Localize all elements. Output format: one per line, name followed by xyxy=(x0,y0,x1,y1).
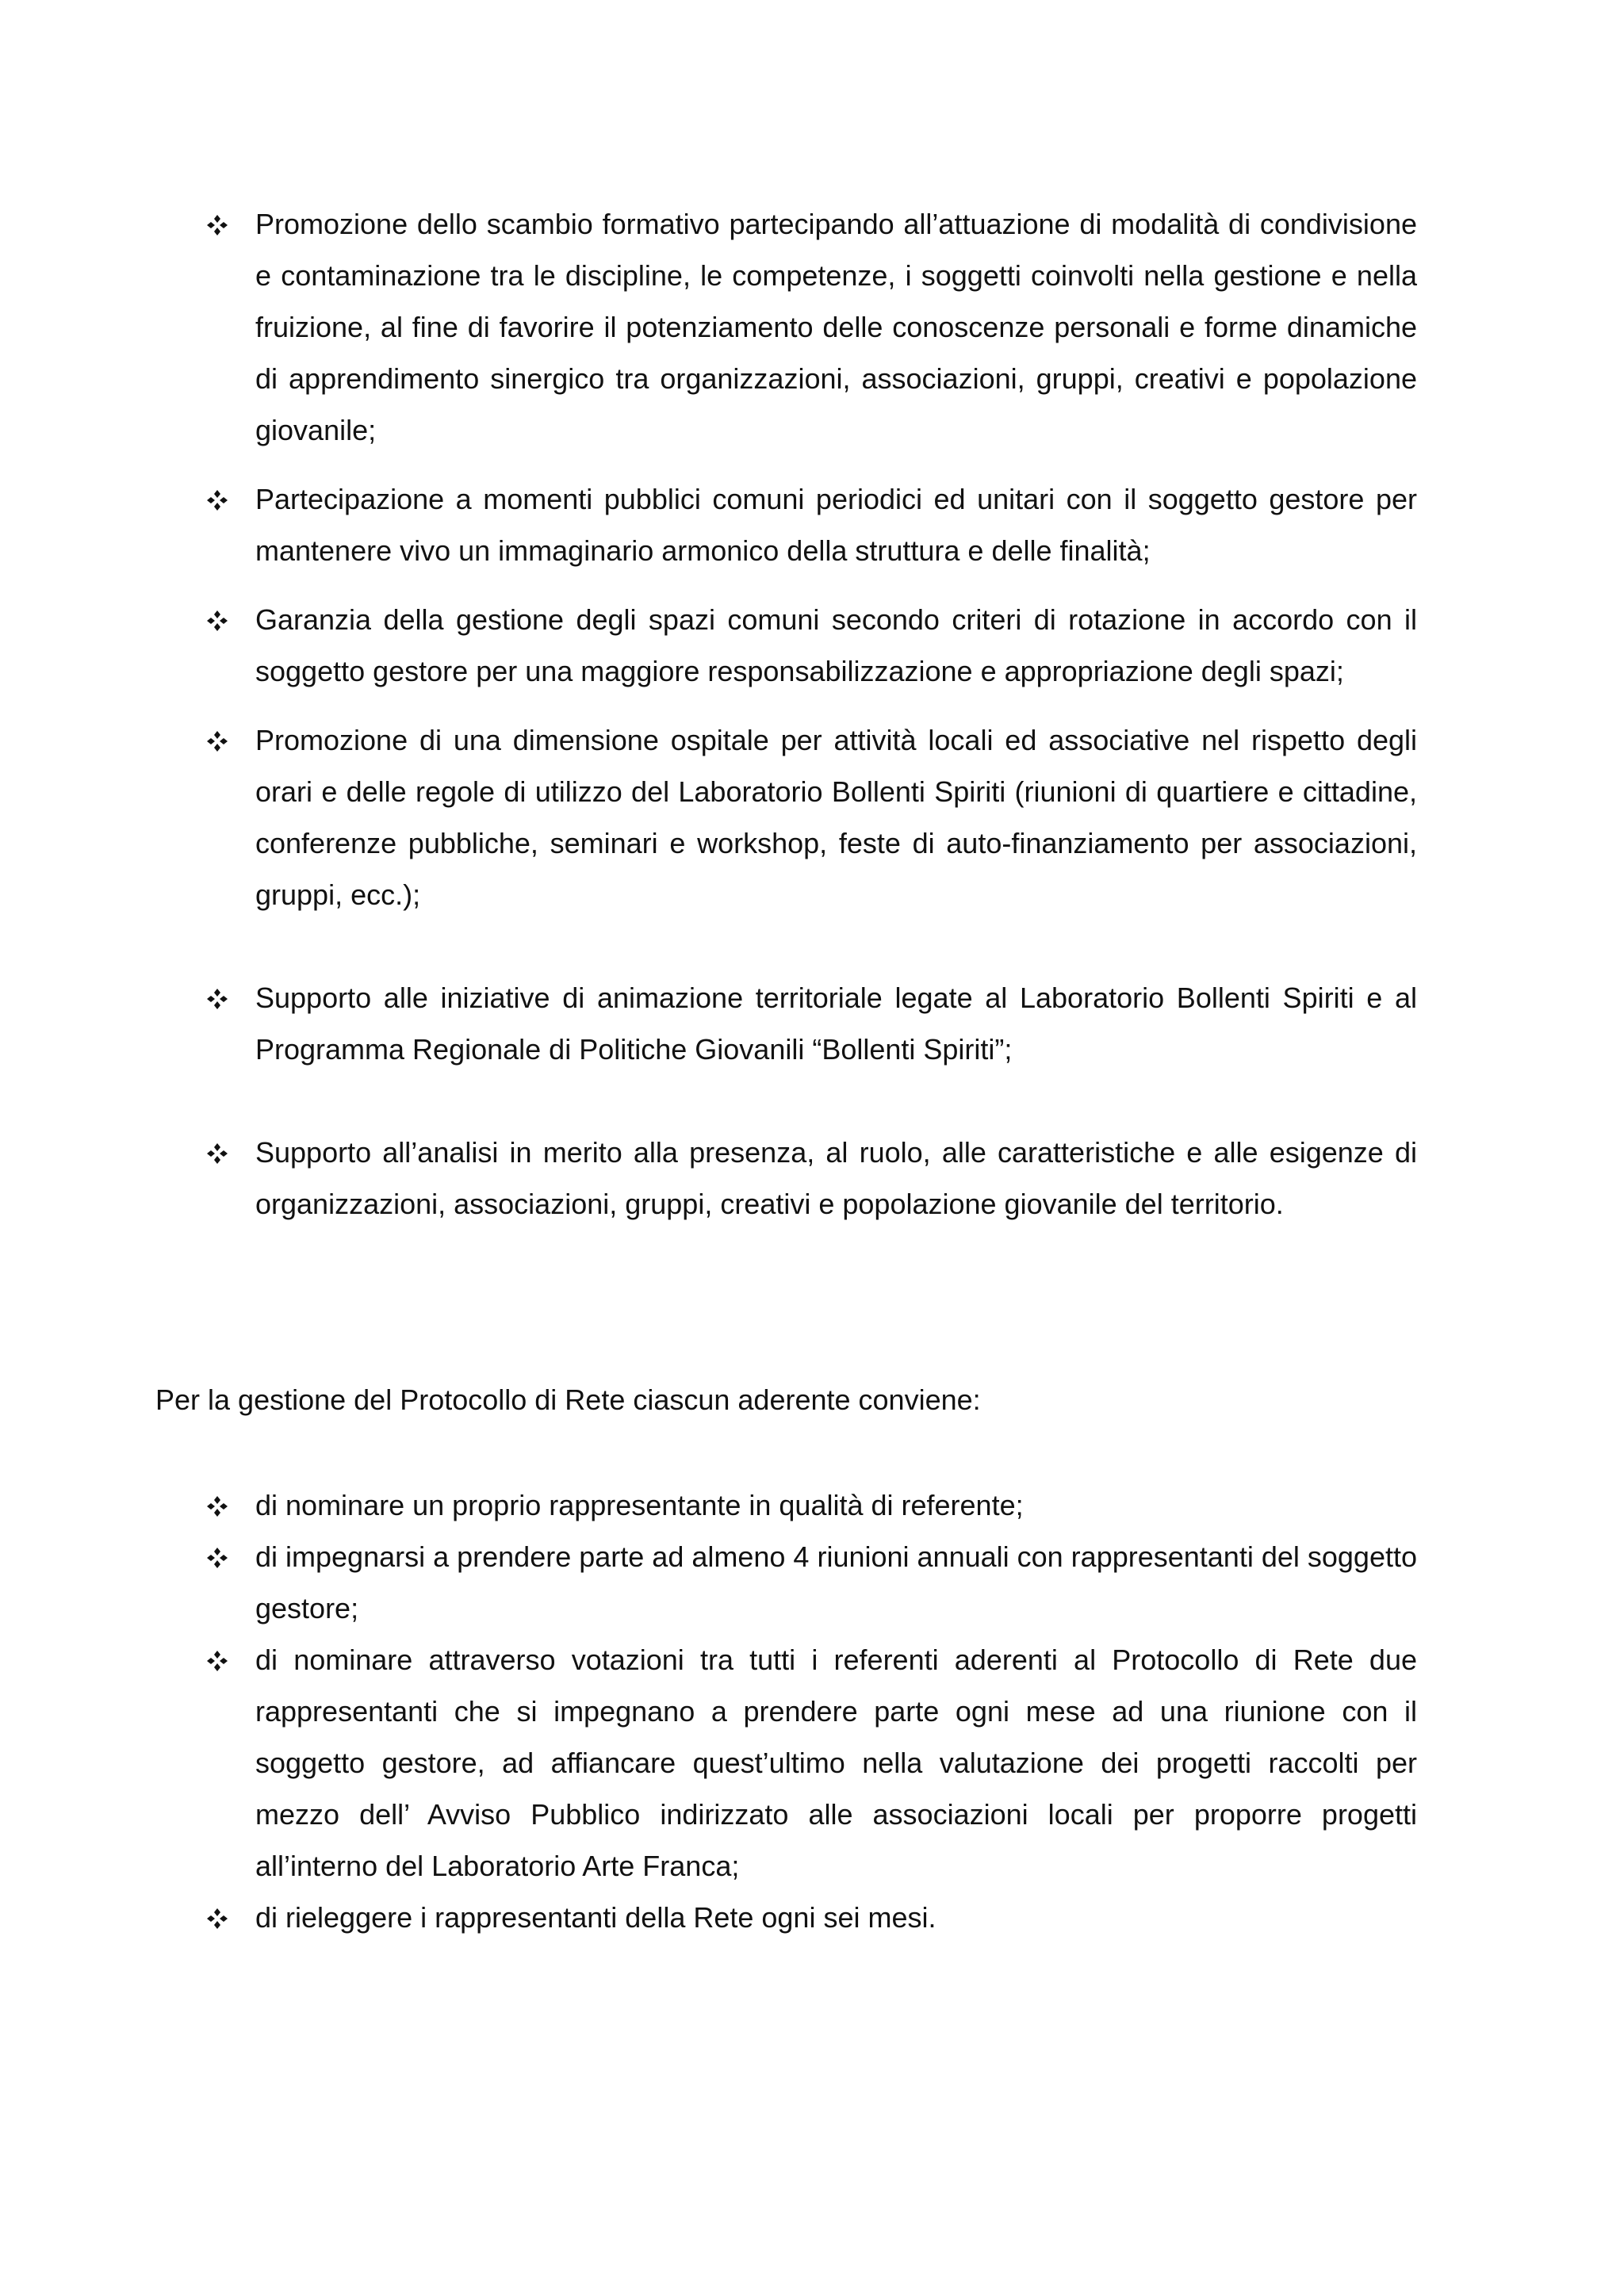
diamond-bullet-icon xyxy=(206,214,228,236)
list-item-text: di impegnarsi a prendere parte ad almeno 4 riunioni annuali con rappresentanti del soggetto gestore; xyxy=(255,1540,1417,1624)
list-item-text: Supporto alle iniziative di animazione territoriale legate al Laboratorio Bollenti Spiriti e al Programma Regionale di Politiche Giovanili “Bollenti Spiriti”; xyxy=(255,982,1417,1066)
diamond-bullet-icon xyxy=(206,1547,228,1569)
list-item xyxy=(198,1531,1417,1634)
list-item-text: Supporto all’analisi in merito alla presenza, al ruolo, alle caratteristiche e alle esigenze di organizzazioni, associazioni, gruppi, creativi e popolazione giovanile del territorio. xyxy=(255,1136,1417,1220)
list-item xyxy=(198,1479,1417,1531)
list-item xyxy=(198,198,1417,456)
diamond-bullet-icon xyxy=(206,610,228,632)
diamond-bullet-icon xyxy=(206,1495,228,1517)
list-item xyxy=(198,594,1417,697)
diamond-bullet-icon xyxy=(206,1908,228,1930)
list-item xyxy=(198,972,1417,1075)
list-item-text: di nominare attraverso votazioni tra tutti i referenti aderenti al Protocollo di Rete due rappresentanti che si impegnano a prendere parte ogni mese ad una riunione con il soggetto gestore, ad affiancare quest’ultimo nella valutazione dei progetti raccolti per mezzo dell’ Avviso Pubblico indirizzato alle associazioni locali per proporre progetti all’interno del Laboratorio Arte Franca; xyxy=(255,1644,1417,1882)
list-item xyxy=(198,1127,1417,1230)
diamond-bullet-icon xyxy=(206,730,228,752)
list-item xyxy=(198,473,1417,576)
list-item-text: Promozione dello scambio formativo partecipando all’attuazione di modalità di condivisione e contaminazione tra le discipline, le competenze, i soggetti coinvolti nella gestione e nella fruizione, al fine di favorire il potenziamento delle conoscenze personali e forme dinamiche di apprendimento sinergico tra organizzazioni, associazioni, gruppi, creativi e popolazione giovanile; xyxy=(255,208,1417,446)
first-bullet-list xyxy=(198,198,1417,1230)
diamond-bullet-icon xyxy=(206,1650,228,1672)
list-item-text: di nominare un proprio rappresentante in qualità di referente; xyxy=(255,1489,1024,1521)
list-item-text: Promozione di una dimensione ospitale per attività locali ed associative nel rispetto degli orari e delle regole di utilizzo del Laboratorio Bollenti Spiriti (riunioni di quartiere e cittadine, conferenze pubbliche, seminari e workshop, feste di auto-finanziamento per associazioni, gruppi, ecc.); xyxy=(255,724,1417,911)
list-item xyxy=(198,1892,1417,1943)
list-item xyxy=(198,714,1417,920)
diamond-bullet-icon xyxy=(206,489,228,511)
intro-paragraph: Per la gestione del Protocollo di Rete ciascun aderente conviene: xyxy=(155,1383,981,1416)
diamond-bullet-icon xyxy=(206,1142,228,1165)
list-item-text: Garanzia della gestione degli spazi comuni secondo criteri di rotazione in accordo con il soggetto gestore per una maggiore responsabilizzazione e appropriazione degli spazi; xyxy=(255,603,1417,687)
diamond-bullet-icon xyxy=(206,988,228,1010)
list-item-text: Partecipazione a momenti pubblici comuni periodici ed unitari con il soggetto gestore per mantenere vivo un immaginario armonico della struttura e delle finalità; xyxy=(255,483,1417,567)
list-item-text: di rieleggere i rappresentanti della Rete ogni sei mesi. xyxy=(255,1901,936,1934)
second-bullet-list xyxy=(198,1479,1417,1943)
list-item xyxy=(198,1634,1417,1892)
